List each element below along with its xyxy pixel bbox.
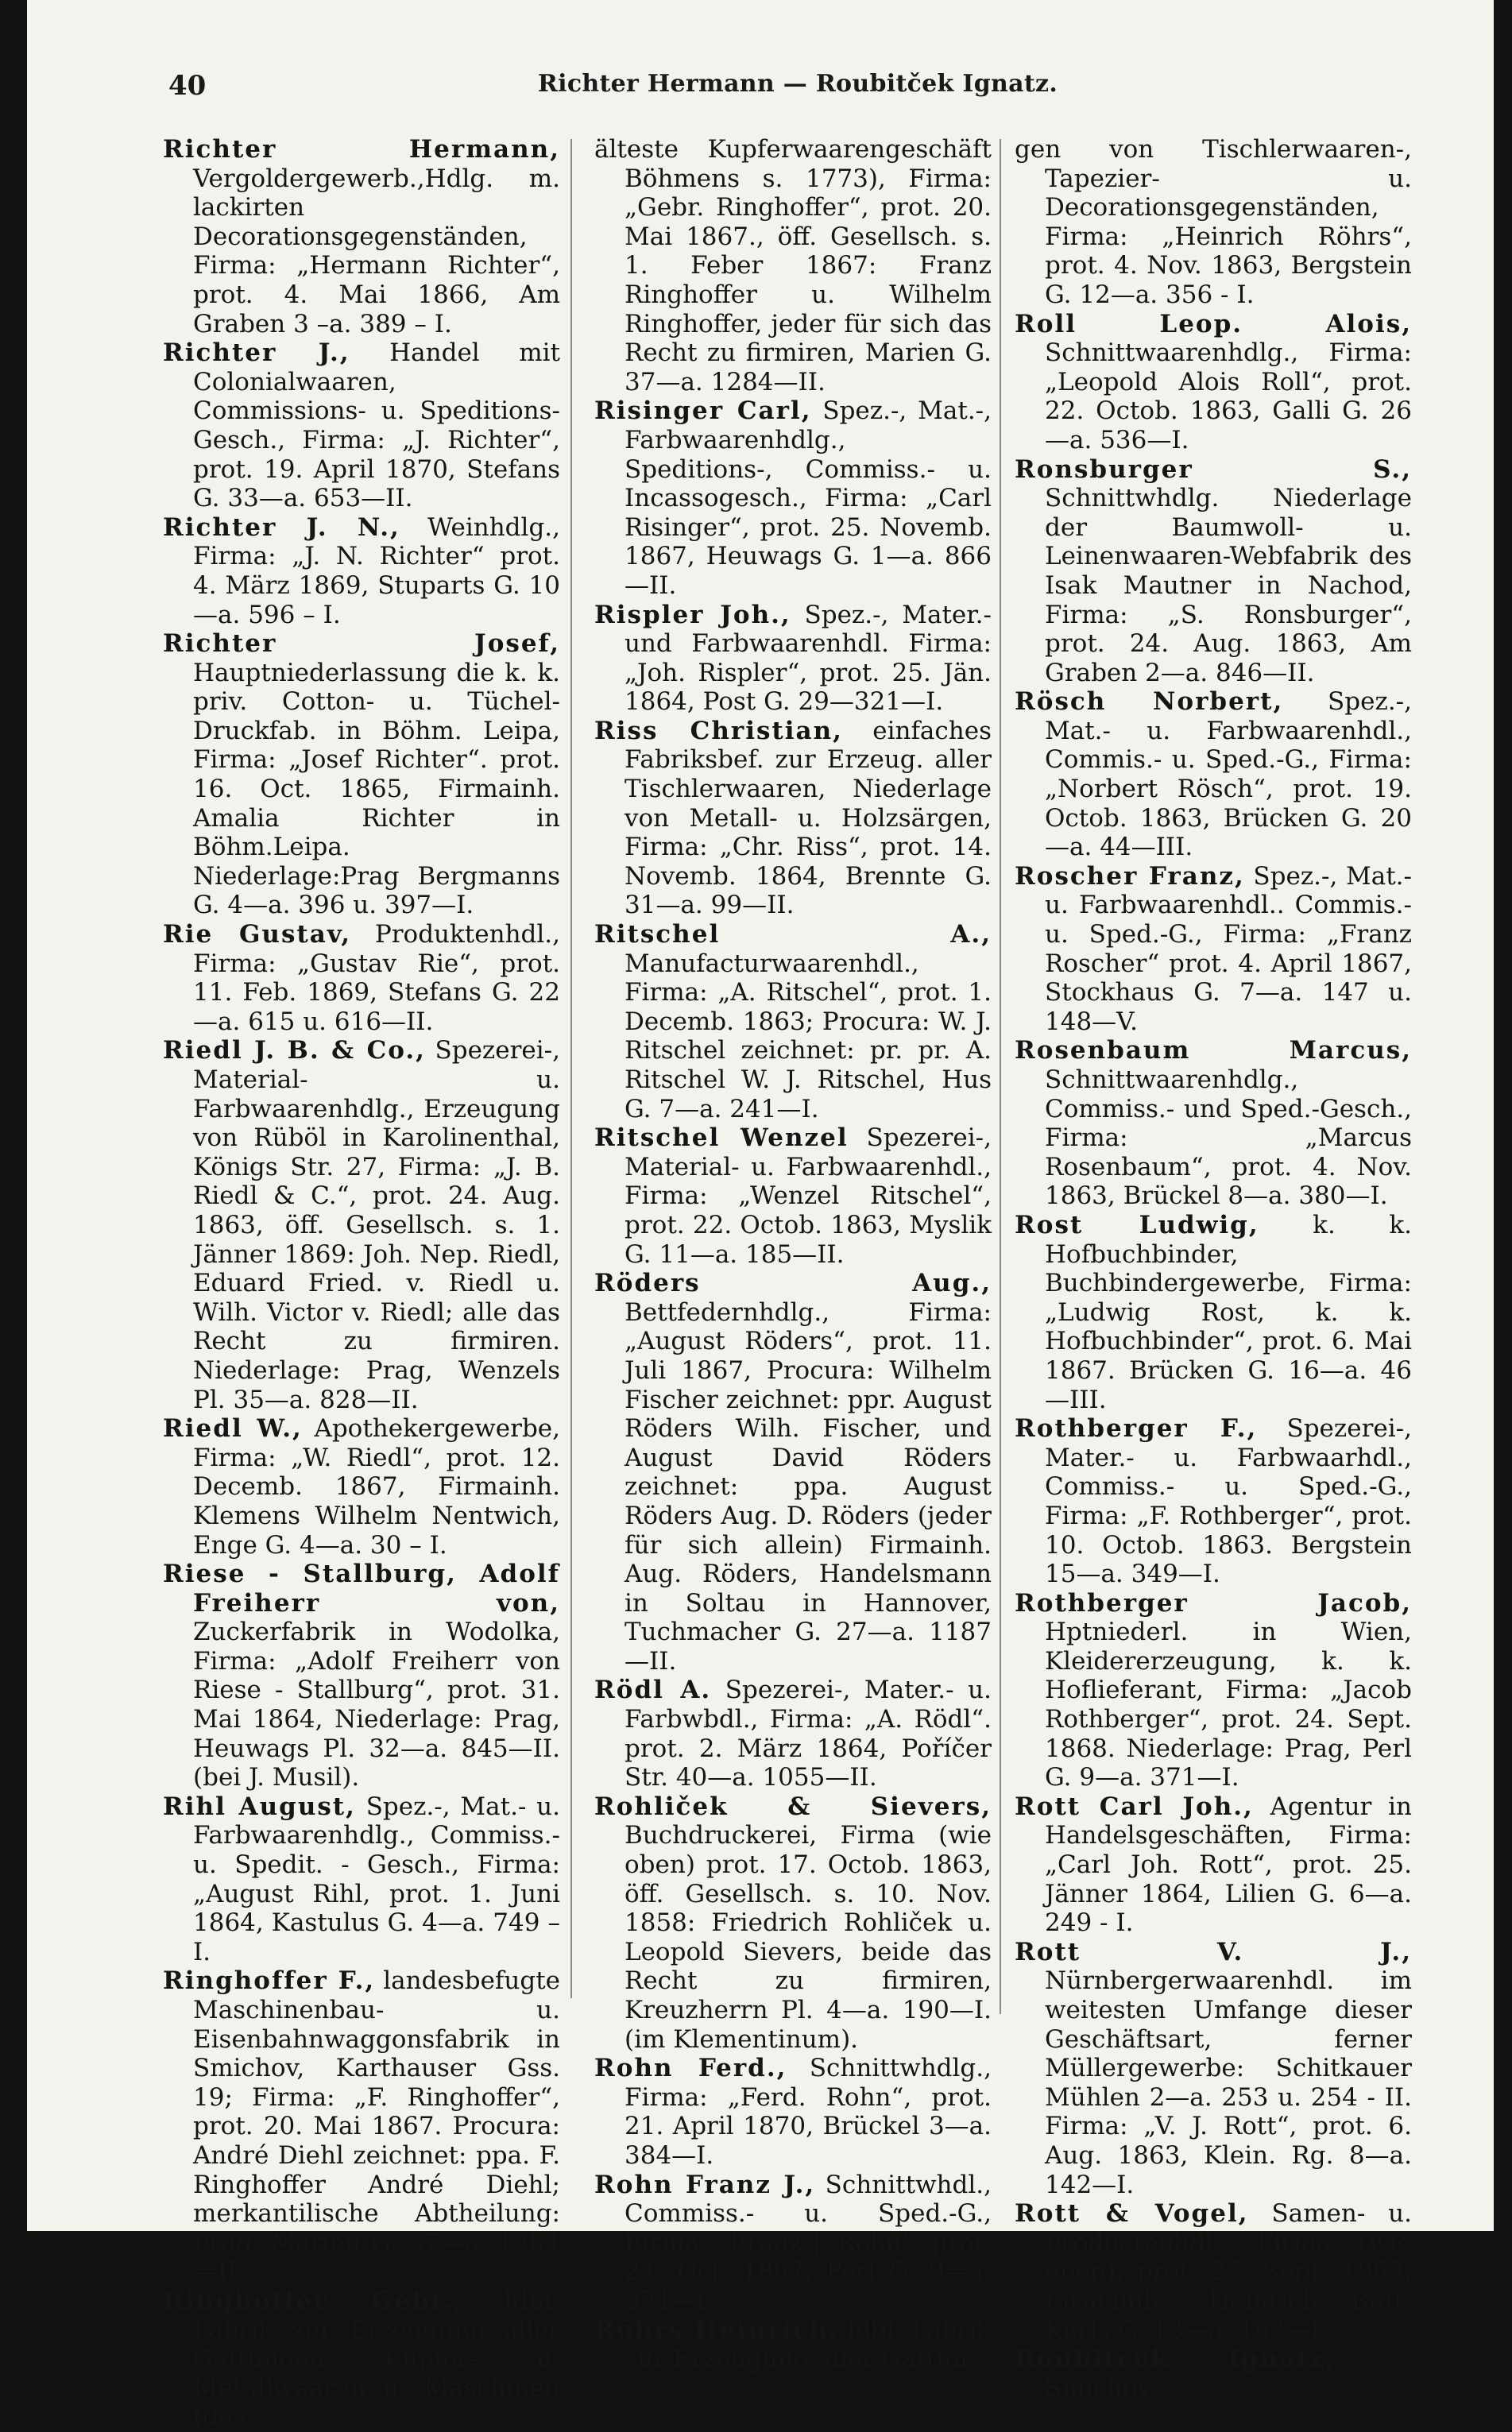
entry-name: Richter J., bbox=[163, 338, 350, 368]
directory-entry bbox=[594, 1676, 992, 1792]
entry-text: Schnittwhdl., Commiss.- u. Sped.-G., Firma: „Franz J. Rohn“, prot. 24. Oct. 1867, Perl G. 9—a. 371—I. bbox=[625, 2170, 992, 2315]
entry-name: Ronsburger S., bbox=[1015, 454, 1412, 484]
column-divider bbox=[570, 139, 572, 1998]
entry-name: Rothberger Jacob, bbox=[1015, 1588, 1412, 1618]
directory-entry bbox=[1015, 2345, 1412, 2403]
entry-name: Rie Gustav, bbox=[163, 920, 352, 949]
entry-name: Rohn Franz J., bbox=[594, 2170, 816, 2199]
directory-entry bbox=[594, 1269, 992, 1676]
running-title: Richter Hermann — Roubitček Ignatz. bbox=[537, 70, 1058, 98]
entry-text: Spez.-, Mat.- u. Farbwaarenhdlg., Commiss.- u. Spedit. - Gesch., Firma: „August Rihl, prot. 1. Juni 1864, Kastulus G. 4—a. 749 – I. bbox=[193, 1792, 560, 1966]
directory-entry bbox=[594, 2316, 992, 2374]
directory-entry bbox=[594, 1123, 992, 1269]
entry-text: landesbefugte Maschinenbau- u. Eisenbahnwaggonsfabrik in Smichov, Karthauser Gss. 19; Firma: „F. Ringhoffer“, prot. 20. Mai 1867. Procura: André Diehl zeichnet: ppa. F. Ringhoffer André Diehl; merkantilische Abtheilung: Prag, Marien G. 37—a. 1284—II. bbox=[193, 1966, 560, 2287]
directory-entry bbox=[1015, 1938, 1412, 2199]
entry-text: Nürnbergerwaarenhdl. im weitesten Umfange dieser Geschäftsart, ferner Müllergewerbe: Schitkauer Mühlen 2—a. 253 u. 254 - II. Firma: „V. J. Rott“, prot. 6. Aug. 1863, Klein. Rg. 8—a. 142—I. bbox=[1045, 1966, 1412, 2199]
directory-entry bbox=[163, 2287, 560, 2432]
directory-entry bbox=[163, 1036, 560, 1414]
entry-name: Rosenbaum Marcus, bbox=[1015, 1036, 1412, 1065]
column-1 bbox=[163, 135, 560, 2432]
entry-name: Rothberger F., bbox=[1015, 1414, 1258, 1444]
entry-name: Richter Hermann, bbox=[163, 135, 560, 164]
entry-text: Spez.-, Mat.-, Farbwaarenhdlg., Speditions-, Commiss.- u. Incassogesch., Firma: „Carl Risinger“, prot. 25. Novemb. 1867, Heuwags G. 1—a. 866—II. bbox=[625, 396, 992, 600]
directory-entry bbox=[1015, 1036, 1412, 1211]
directory-entry bbox=[594, 2171, 992, 2316]
entry-text: Buchdruckerei, Firma (wie oben) prot. 17. Octob. 1863, öff. Gesellsch. s. 10. Nov. 1858: Friedrich Rohliček u. Leopold Sievers, beide das Recht zu firmiren, Kreuzherrn Pl. 4—a. 190—I. (im Klementinum). bbox=[625, 1821, 992, 2054]
directory-entry bbox=[163, 135, 560, 338]
directory-entry bbox=[1015, 1589, 1412, 1792]
directory-entry bbox=[594, 601, 992, 717]
page-header bbox=[146, 70, 1449, 110]
directory-entry bbox=[1015, 135, 1412, 310]
entry-text: Bettfedernhdlg., Firma: „August Röders“, prot. 11. Juli 1867, Procura: Wilhelm Fischer zeichnet: ppr. August Röders Wilh. Fischer, und August David Röders zeichnet: ppa. August Röders Aug. D. Röders (jeder für sich allein) Firmainh. Aug. Röders, Handelsmann in Soltau in Hannover, Tuchmacher G. 27—a. 1187—II. bbox=[625, 1297, 992, 1676]
entry-text: Vergoldergewerb.,Hdlg. m. lackirten Decorationsgegenständen, Firma: „Hermann Richter“, prot. 4. Mai 1866, Am Graben 3 –a. 389 – I. bbox=[193, 164, 560, 338]
entry-name: Risinger Carl, bbox=[594, 396, 812, 426]
directory-entry bbox=[1015, 1211, 1412, 1414]
entry-name: Rott & Vogel, bbox=[1015, 2199, 1249, 2229]
entry-text: Schnittwhdlg. Niederlage der Baumwoll- u. Leinenwaaren-Webfabrik des Isak Mautner in Nachod, Firma: „S. Ronsburger“, prot. 24. Aug. 1863, Am Graben 2—a. 846—II. bbox=[1045, 484, 1412, 687]
entry-text: Spezerei-, Mater.- u. Farbwbdl., Firma: „A. Rödl“. prot. 2. März 1864, Poříčer Str. 40—a. 1055—II. bbox=[625, 1676, 992, 1792]
entry-name: Riedl W., bbox=[163, 1414, 303, 1444]
directory-entry bbox=[163, 1966, 560, 2287]
entry-text: Hptniederl. in Wien, Kleidererzeugung, k. k. Hoflieferant, Firma: „Jacob Rothberger“, prot. 24. Sept. 1868. Niederlage: Prag, Perl G. 9—a. 371—I. bbox=[1045, 1618, 1412, 1792]
entry-text: Spezerei-, Mater.- u. Farbwaarhdl., Commiss.- u. Sped.-G., Firma: „F. Rothberger“, prot. 10. Octob. 1863. Bergstein 15—a. 349—I. bbox=[1045, 1414, 1412, 1589]
directory-entry bbox=[163, 338, 560, 513]
directory-entry bbox=[163, 1792, 560, 1967]
entry-text: gen von Tischlerwaaren-, Tapezier- u. Decorationsgegenständen, Firma: „Heinrich Röhrs“, prot. 4. Nov. 1863, Bergstein G. 12—a. 356 - I. bbox=[1015, 135, 1412, 309]
entry-name: Rott Carl Joh., bbox=[1015, 1792, 1254, 1821]
entry-name: Ritschel Wenzel bbox=[594, 1123, 849, 1153]
entry-name: Rispler Joh., bbox=[594, 600, 791, 629]
entry-name: Roll Leop. Alois, bbox=[1015, 309, 1412, 338]
entry-name: Ringhoffer F., bbox=[163, 1966, 376, 1996]
entry-text: s. Smichov. bbox=[1045, 2345, 1412, 2403]
entry-text: einfaches Fabriksbef. zur Erzeug. aller Tischlerwaaren, Niederlage von Metall- u. Holzsärgen, Firma: „Chr. Riss“, prot. 14. Novemb. 1864, Brennte G. 31—a. 99—II. bbox=[625, 716, 992, 920]
column-divider bbox=[1000, 139, 1001, 2014]
entry-text: Handel mit Colonialwaaren, Commissions- u. Speditions-Gesch., Firma: „J. Richter“, prot. 19. April 1870, Stefans G. 33—a. 653—II. bbox=[193, 338, 560, 513]
entry-name: Rödl A. bbox=[594, 1676, 712, 1705]
entry-text: Zuckerfabrik in Wodolka, Firma: „Adolf Freiherr von Riese - Stallburg“, prot. 31. Mai 1864, Niederlage: Prag, Heuwags Pl. 32—a. 845—II. (bei J. Musil). bbox=[193, 1618, 560, 1792]
entry-text: Manufacturwaarenhdl., Firma: „A. Ritschel“, prot. 1. Decemb. 1863; Procura: W. J. Ritschel zeichnet: pr. pr. A. Ritschel W. J. Ritschel, Hus G. 7—a. 241—I. bbox=[625, 949, 992, 1123]
column-3 bbox=[1015, 135, 1412, 2403]
entry-text: Weinhdlg., Firma: „J. N. Richter“ prot. 4. März 1869, Stuparts G. 10—a. 596 – I. bbox=[193, 512, 560, 629]
directory-entry bbox=[594, 1792, 992, 2054]
entry-name: Rott V. J., bbox=[1015, 1937, 1412, 1966]
entry-text: Agentur in Handelsgeschäften, Firma: „Carl Joh. Rott“, prot. 25. Jänner 1864, Lilien G. 6—a. 249 - I. bbox=[1045, 1792, 1412, 1938]
entry-name: Röhrs Heinrich, bbox=[594, 2315, 839, 2345]
entry-text: Schnittwaarenhdlg., Firma: „Leopold Alois Roll“, prot. 22. Octob. 1863, Galli G. 26—a. 536—I. bbox=[1045, 338, 1412, 454]
directory-entry bbox=[163, 629, 560, 920]
directory-entry bbox=[163, 920, 560, 1036]
directory-entry bbox=[594, 135, 992, 396]
entry-name: Ringhoffer Gebr., bbox=[163, 2286, 463, 2315]
entry-text: Schnittwaarenhdlg., Commiss.- und Sped.-Gesch., Firma: „Marcus Rosenbaum“, prot. 4. Nov. 1863, Brückel 8—a. 380—I. bbox=[1045, 1065, 1412, 1211]
entry-text: Spezerei-, Material- u. Farbwaarenhdlg., Erzeugung von Rüböl in Karolinenthal, Königs Str. 27, Firma: „J. B. Riedl & C.“, prot. 24. Aug. 1863, öff. Gesellsch. s. 1. Jänner 1869: Joh. Nep. Riedl, Eduard Fried. v. Riedl u. Wilh. Victor v. Riedl; alle das Recht zu firmiren. Niederlage: Prag, Wenzels Pl. 35—a. 828—II. bbox=[193, 1036, 560, 1414]
entry-text: Produktenhdl., Firma: „Gustav Rie“, prot. 11. Feb. 1869, Stefans G. 22—a. 615 u. 616—II. bbox=[193, 920, 560, 1036]
directory-entry bbox=[1015, 310, 1412, 455]
entry-text: Samen- u. Productenhdl., Firma (wie oben), prot. 27. Sept. 1863, Firmainh.: Heinrich Rott, Karls G. 13—a. 162—I. bbox=[1045, 2199, 1412, 2345]
entry-name: Riedl J. B. & Co., bbox=[163, 1036, 426, 1065]
column-2 bbox=[594, 135, 992, 2374]
entry-text: Hauptniederlassung die k. k. priv. Cotton- u. Tüchel-Druckfab. in Böhm. Leipa, Firma: „Josef Richter“. prot. 16. Oct. 1865, Firmainh. Amalia Richter in Böhm.Leipa. Niederlage:Prag Bergmanns G. 4—a. 396 u. 397—I. bbox=[193, 658, 560, 920]
entry-name: Ritschel A., bbox=[594, 920, 992, 949]
entry-name: Riese - Stallburg, Adolf Freiherr von, bbox=[163, 1560, 560, 1618]
directory-entry bbox=[1015, 687, 1412, 862]
entry-text: ldbf. Fabrik zur Erzeugung aller Gattun- bbox=[625, 2315, 992, 2374]
directory-entry bbox=[163, 1414, 560, 1560]
directory-entry bbox=[594, 396, 992, 600]
directory-entry bbox=[594, 717, 992, 920]
directory-entry bbox=[1015, 1414, 1412, 1589]
entry-text: Spez.-, Mat.- u. Farbwaarenhdl.. Commis.- u. Sped.-G., Firma: „Franz Roscher“ prot. 4. April 1867, Stockhaus G. 7—a. 147 u. 148—V. bbox=[1045, 861, 1412, 1036]
entry-name: Roscher Franz, bbox=[1015, 861, 1245, 891]
entry-text: Spez.-, Mat.- u. Farbwaarenhdl., Commis.- u. Sped.-G., Firma: „Norbert Rösch“, prot. 19. Octob. 1863, Brücken G. 20—a. 44—III. bbox=[1045, 687, 1412, 862]
directory-entry bbox=[1015, 862, 1412, 1037]
directory-entry bbox=[594, 2054, 992, 2170]
entry-name: Rohliček & Sievers, bbox=[594, 1792, 992, 1821]
directory-entry bbox=[1015, 2199, 1412, 2345]
entry-text: k. k. Hofbuchbinder, Buchbindergewerbe, Firma: „Ludwig Rost, k. k. Hofbuchbinder“, prot. 6. Mai 1867. Brücken G. 16—a. 46—III. bbox=[1045, 1210, 1412, 1414]
entry-name: Riss Christian, bbox=[594, 716, 843, 745]
entry-text: Spez.-, Mater.- und Farbwaarenhdl. Firma: „Joh. Rispler“, prot. 25. Jän. 1864, Post G. 29—321—I. bbox=[625, 600, 992, 717]
entry-name: Rost Ludwig, bbox=[1015, 1210, 1259, 1239]
entry-name: Rohn Ferd., bbox=[594, 2054, 787, 2083]
entry-text: Spezerei-, Material- u. Farbwaarenhdl., Firma: „Wenzel Ritschel“, prot. 22. Octob. 1863, Myslik G. 11—a. 185—II. bbox=[625, 1123, 992, 1269]
entry-text: älteste Kupferwaarengeschäft Böhmens s. 1773), Firma: „Gebr. Ringhoffer“, prot. 20. Mai 1867., öff. Gesellsch. s. 1. Feber 1867: Franz Ringhoffer u. Wilhelm Ringhoffer, jeder für sich das Recht zu firmiren, Marien G. 37—a. 1284—II. bbox=[594, 135, 992, 396]
directory-entry bbox=[163, 513, 560, 629]
entry-text: Schnittwhdlg., Firma: „Ferd. Rohn“, prot. 21. April 1870, Brückel 3—a. 384—I. bbox=[625, 2054, 992, 2170]
entry-name: Richter J. N., bbox=[163, 512, 400, 542]
page-number: 40 bbox=[168, 70, 207, 102]
entry-name: Rösch Norbert, bbox=[1015, 687, 1284, 717]
entry-name: Richter Josef, bbox=[163, 629, 560, 659]
directory-entry bbox=[163, 1560, 560, 1792]
entry-text: ldbf. Fabrik zur Erzeugung aller Gattungen Kupfer- u. Metallwaaren u. Maschinen (das bbox=[193, 2286, 560, 2432]
directory-entry bbox=[1015, 455, 1412, 688]
entry-name: Roubitček Ignatz, bbox=[1015, 2345, 1336, 2374]
entry-name: Röders Aug., bbox=[594, 1269, 992, 1298]
directory-entry bbox=[1015, 1792, 1412, 1938]
directory-entry bbox=[594, 920, 992, 1123]
entry-name: Rihl August, bbox=[163, 1792, 356, 1821]
entry-text: Apothekergewerbe, Firma: „W. Riedl“, prot. 12. Decemb. 1867, Firmainh. Klemens Wilhelm Nentwich, Enge G. 4—a. 30 – I. bbox=[193, 1414, 561, 1560]
